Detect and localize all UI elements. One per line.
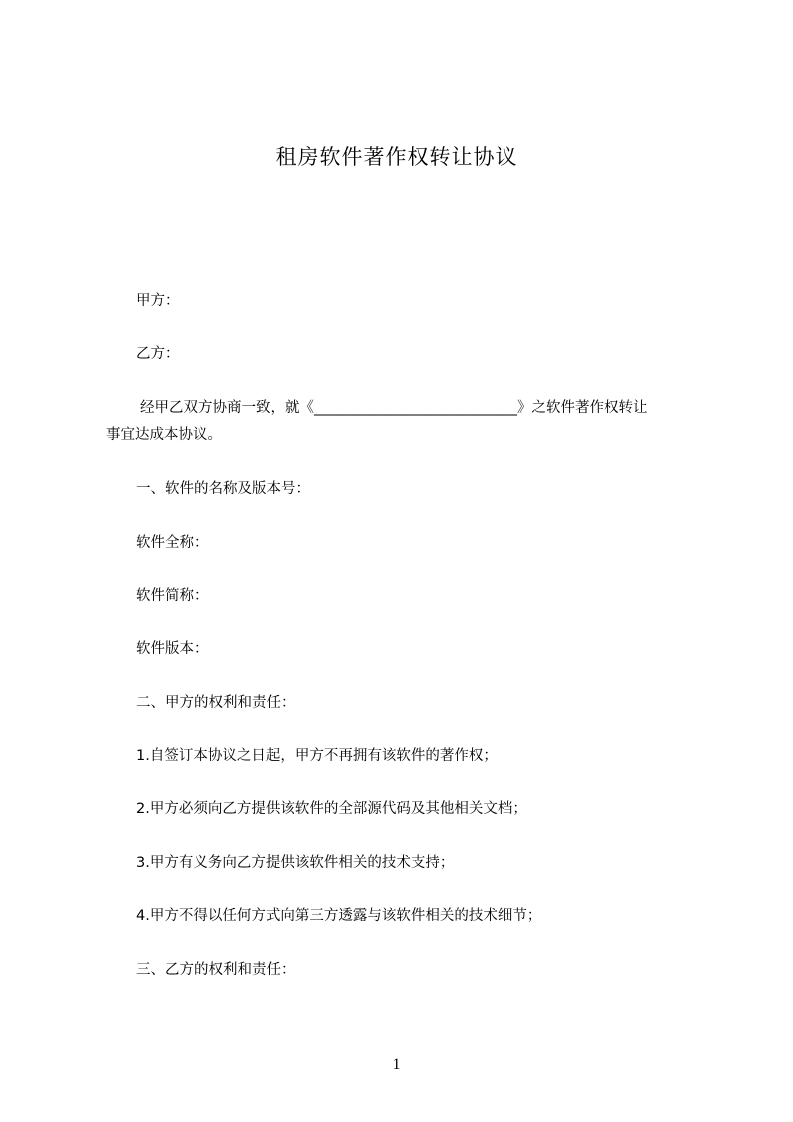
party-a-label: 甲方： bbox=[136, 293, 180, 309]
clause-2-4: 4.甲方不得以任何方式向第三方透露与该软件相关的技术细节； bbox=[136, 908, 542, 924]
clause-2-3: 3.甲方有义务向乙方提供该软件相关的技术支持； bbox=[136, 855, 455, 871]
party-b-label: 乙方： bbox=[136, 346, 180, 362]
section-2-heading: 二、甲方的权利和责任： bbox=[136, 695, 296, 711]
clause-2-1: 1.自签订本协议之日起，甲方不再拥有该软件的著作权； bbox=[136, 748, 498, 764]
page-number: 1 bbox=[392, 1056, 401, 1073]
intro-paragraph-line-2: 事宜达成本协议。 bbox=[106, 427, 222, 443]
software-short-name-label: 软件简称： bbox=[136, 588, 209, 604]
section-3-heading: 三、乙方的权利和责任： bbox=[136, 962, 296, 978]
clause-2-2: 2.甲方必须向乙方提供该软件的全部源代码及其他相关文档； bbox=[136, 801, 527, 817]
software-version-label: 软件版本： bbox=[136, 641, 209, 657]
software-full-name-label: 软件全称： bbox=[136, 535, 209, 551]
section-1-heading: 一、软件的名称及版本号： bbox=[136, 481, 310, 497]
intro-paragraph-line-1: 经甲乙双方协商一致，就《____________________________》之软件著作权转让 bbox=[140, 400, 648, 416]
document-title: 租房软件著作权转让协议 bbox=[275, 145, 518, 169]
